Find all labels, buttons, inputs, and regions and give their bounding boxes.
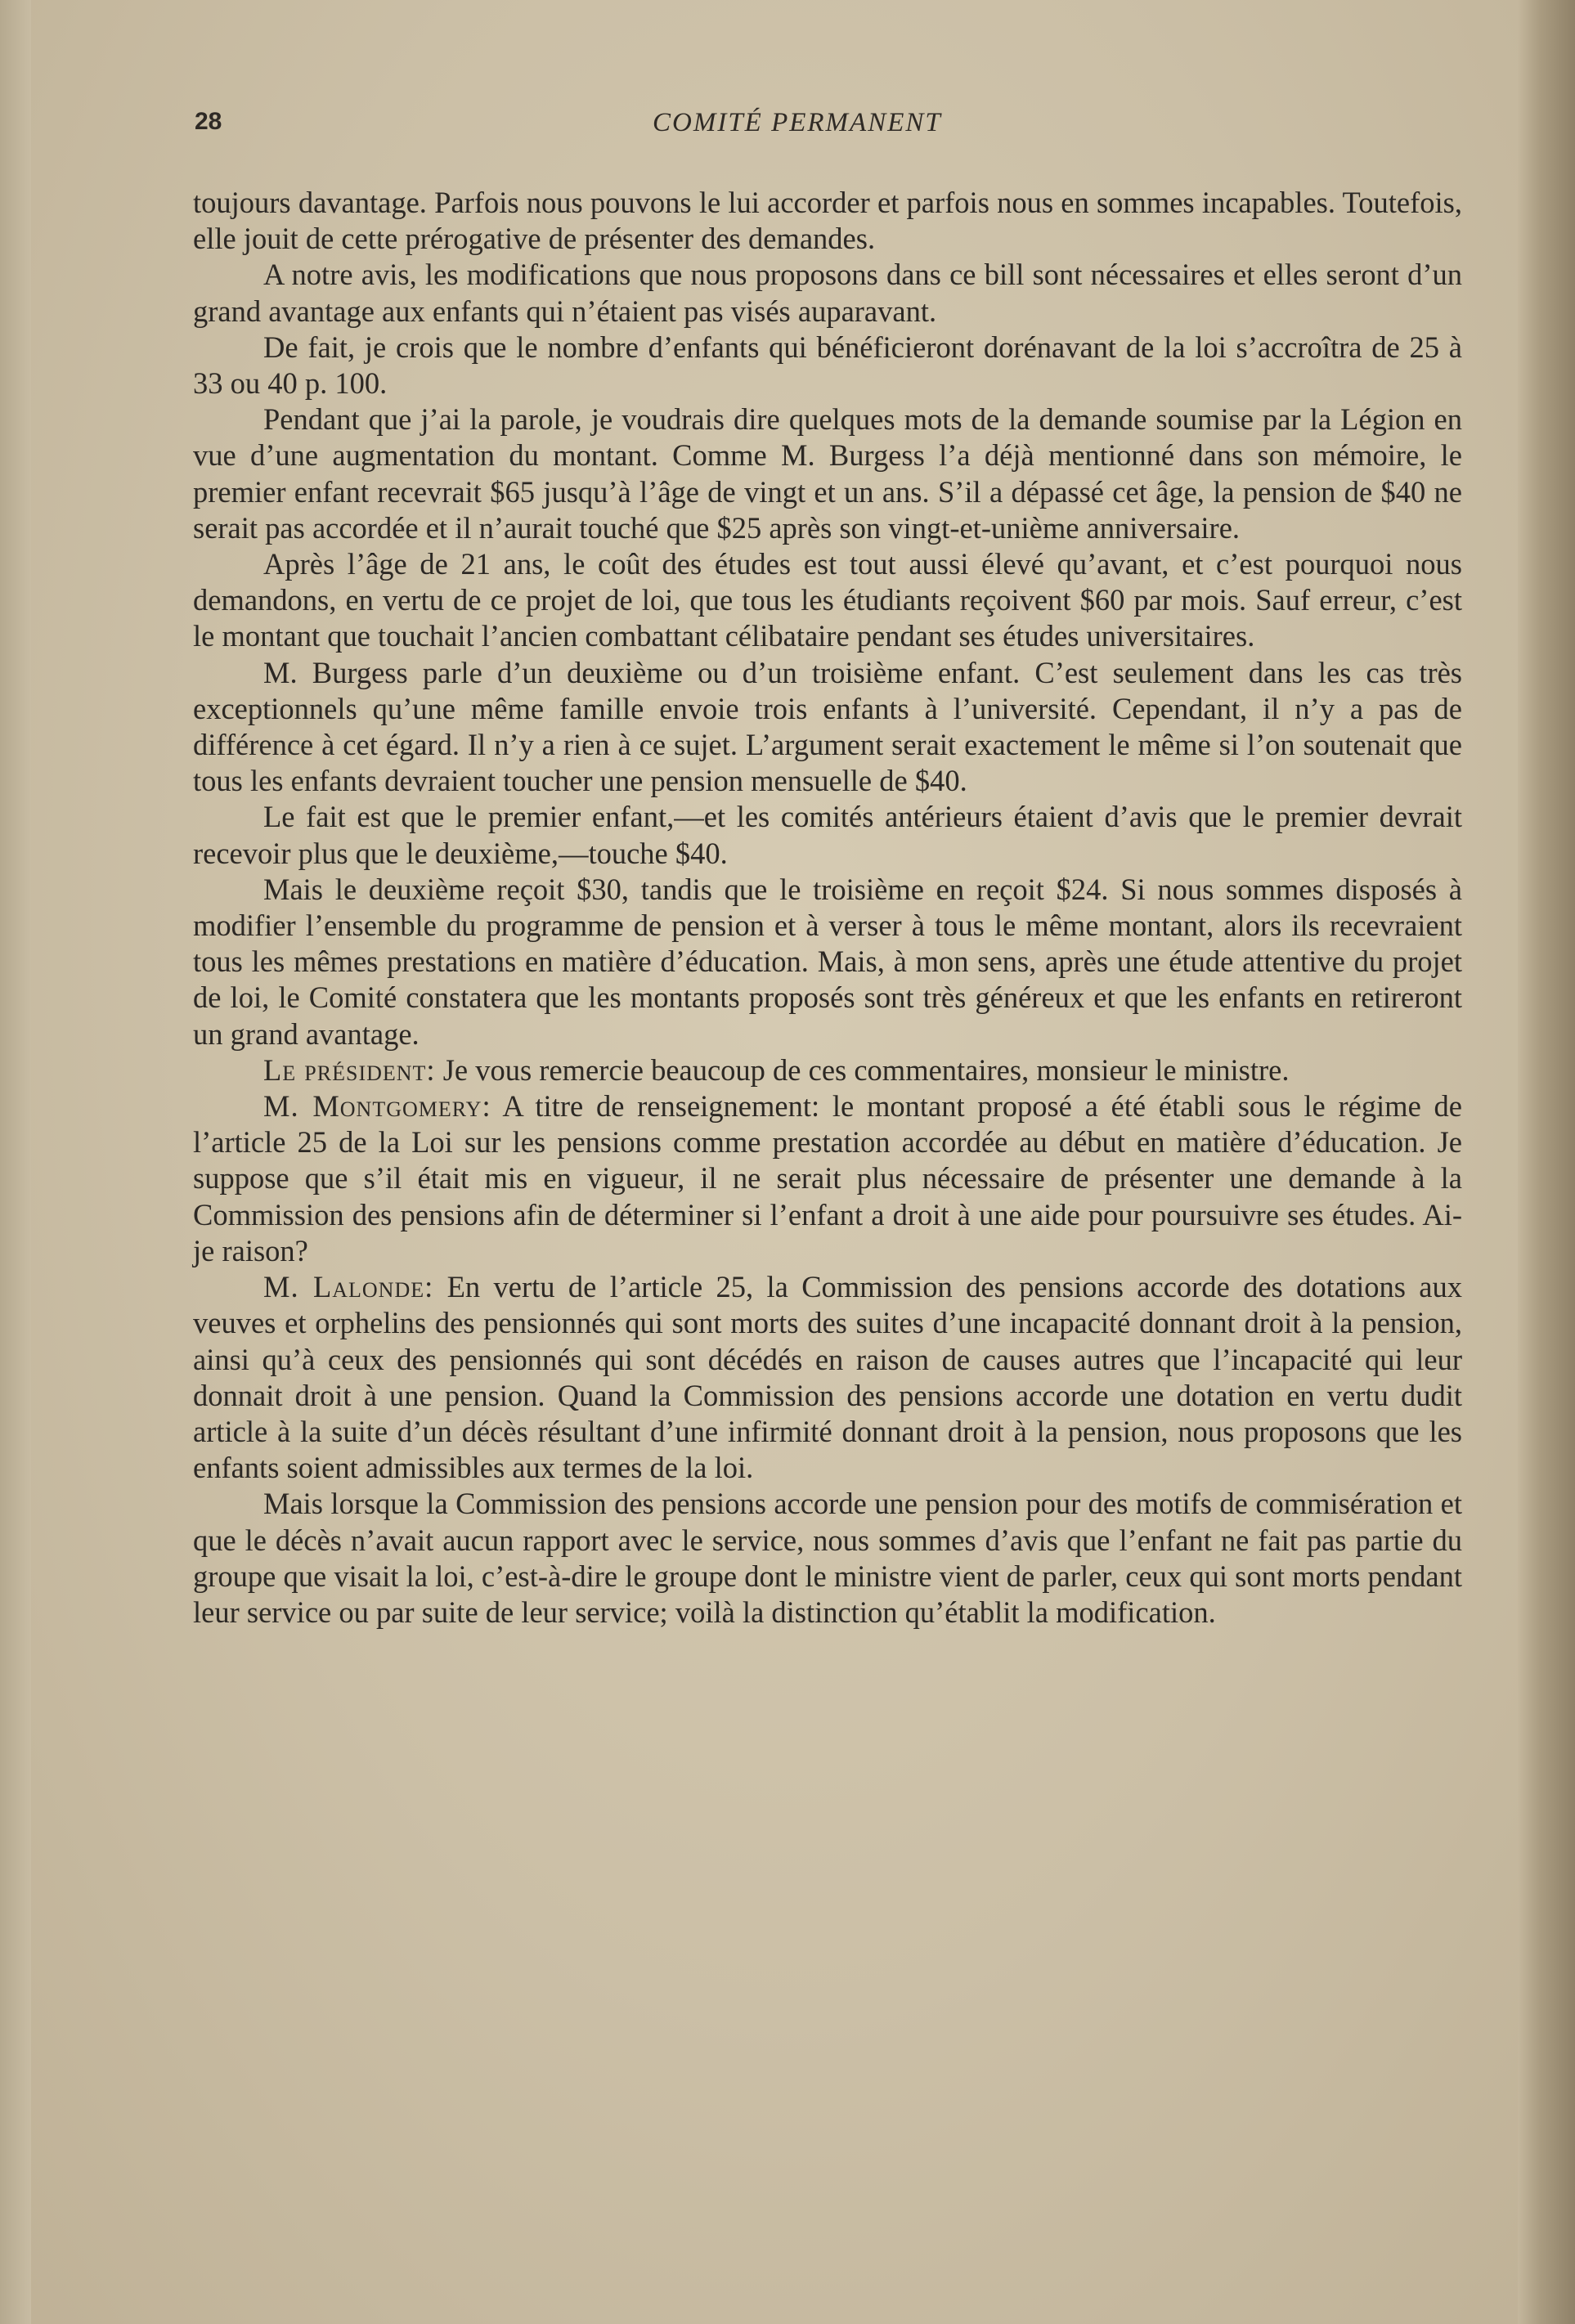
paragraph-text: Je vous remercie beaucoup de ces commentaires, monsieur le ministre. — [435, 1052, 1290, 1087]
paragraph-text: Pendant que j’ai la parole, je voudrais dire quelques mots de la demande soumise par la Légion en vue d’une augmentation du montant. Comme M. Burgess l’a déjà mentionné dans son mémoire, le premier enfant recevrait $65 jusqu’à l’âge de vingt et un ans. S’il a dépassé cet âge, la pension de $40 ne serait pas accordée et il n’aurait touché que $25 après son vingt-et-unième anniversaire. — [193, 402, 1462, 545]
running-title: COMITÉ PERMANENT — [653, 108, 942, 137]
speaker-name: Le président: — [263, 1052, 436, 1087]
paragraph-text: toujours davantage. Parfois nous pouvons le lui accorder et parfois nous en sommes incapables. Toutefois, elle jouit de cette prérogative de présenter des demandes. — [193, 186, 1462, 256]
paragraph-text: En vertu de l’article 25, la Commission des pensions accorde des dotations aux veuves et orphelins des pensionnés qui sont morts des suites d’une incapacité donnant droit à la pension, ainsi qu’à ceux des pensionnés qui sont décédés en raison de causes autres que l’incapacité qui leur donnait droit à une pension. Quand la Commission des pensions accorde une dotation en vertu dudit article à la suite d’un décès résultant d’une infirmité donnant droit à la pension, nous proposons que les enfants soient admissibles aux termes de la loi. — [193, 1270, 1462, 1485]
paragraph-text: M. Burgess parle d’un deuxième ou d’un troisième enfant. C’est seulement dans les cas très exceptionnels qu’une même famille envoie trois enfants à l’université. Cependant, il n’y a pas de différence à cet égard. Il n’y a rien à ce sujet. L’argument serait exactement le même si l’on soutenait que tous les enfants devraient toucher une pension mensuelle de $40. — [193, 655, 1462, 798]
paragraph — [193, 1052, 1462, 1088]
paragraph — [193, 1269, 1462, 1486]
page-number: 28 — [195, 108, 222, 135]
paragraph-text: Mais lorsque la Commission des pensions accorde une pension pour des motifs de commisération et que le décès n’avait aucun rapport avec le service, nous sommes d’avis que l’enfant ne fait pas partie du groupe que visait la loi, c’est-à-dire le groupe dont le ministre vient de parler, ceux qui sont morts pendant leur service ou par suite de leur service; voilà la distinction qu’établit la modification. — [193, 1487, 1462, 1629]
paragraph — [193, 546, 1462, 655]
page-header — [195, 108, 1462, 149]
paragraph — [193, 330, 1462, 402]
paragraph-text: De fait, je crois que le nombre d’enfants qui bénéficieront dorénavant de la loi s’accroîtra de 25 à 33 ou 40 p. 100. — [193, 330, 1462, 401]
paragraph — [193, 1088, 1462, 1269]
paragraph — [193, 402, 1462, 546]
paragraph — [193, 185, 1462, 257]
page-left-edge — [0, 0, 31, 2324]
paragraph-text: A notre avis, les modifications que nous proposons dans ce bill sont nécessaires et elles seront d’un grand avantage aux enfants qui n’étaient pas visés auparavant. — [193, 258, 1462, 328]
paragraph — [193, 655, 1462, 800]
paragraph-text: A titre de renseignement: le montant proposé a été établi sous le régime de l’article 25 de la Loi sur les pensions comme prestation accordée au début en matière d’éducation. Je suppose que s’il était mis en vigueur, il ne serait plus nécessaire de présenter une demande à la Commission des pensions afin de déterminer si l’enfant a droit à une aide pour poursuivre ses études. Ai-je raison? — [193, 1089, 1462, 1267]
paragraph — [193, 257, 1462, 329]
paragraph-text: Le fait est que le premier enfant,—et les comités antérieurs étaient d’avis que le premier devrait recevoir plus que le deuxième,—touche $40. — [193, 800, 1462, 870]
paragraph-text: Mais le deuxième reçoit $30, tandis que le troisième en reçoit $24. Si nous sommes disposés à modifier l’ensemble du programme de pension et à verser à tous le même montant, alors ils recevraient tous les mêmes prestations en matière d’éducation. Mais, à mon sens, après une étude attentive du projet de loi, le Comité constatera que les montants proposés sont très généreux et que les enfants en retireront un grand avantage. — [193, 872, 1462, 1051]
paragraph — [193, 799, 1462, 871]
page-right-edge — [1518, 0, 1575, 2324]
paragraph — [193, 1486, 1462, 1631]
paragraph — [193, 872, 1462, 1052]
body-text — [193, 185, 1462, 1631]
speaker-name: M. Lalonde: — [263, 1270, 434, 1304]
paragraph-text: Après l’âge de 21 ans, le coût des études est tout aussi élevé qu’avant, et c’est pourquoi nous demandons, en vertu de ce projet de loi, que tous les étudiants reçoivent $60 par mois. Sauf erreur, c’est le montant que touchait l’ancien combattant célibataire pendant ses études universitaires. — [193, 547, 1462, 653]
speaker-name: M. Montgomery: — [263, 1089, 491, 1124]
